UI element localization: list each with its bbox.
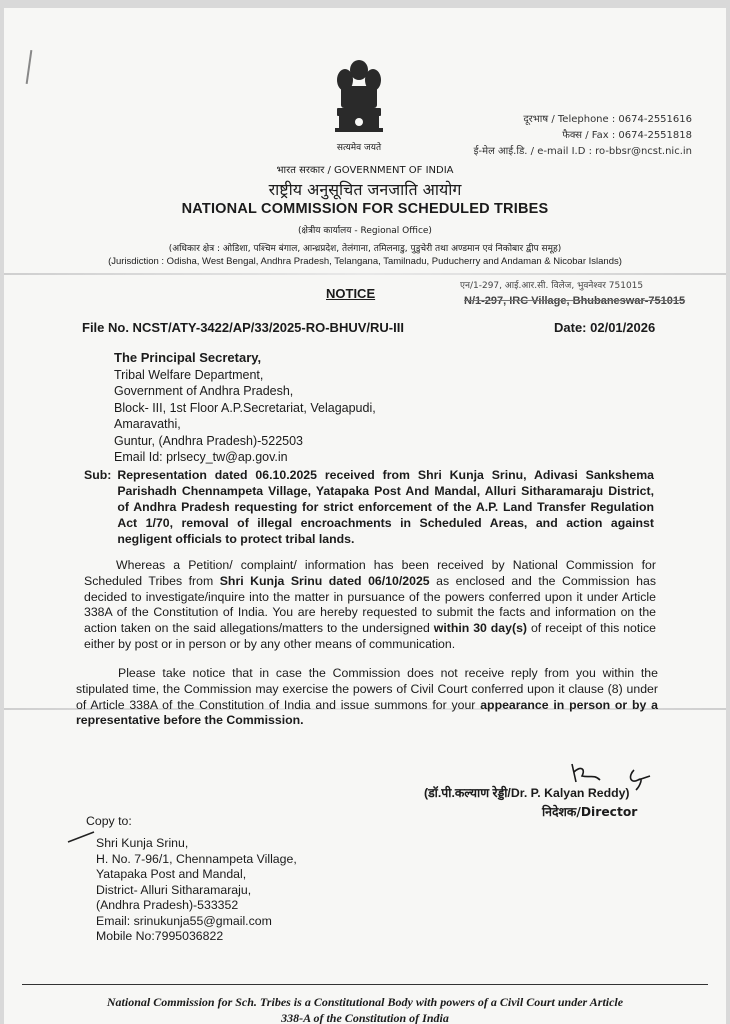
para1-text: of receipt of this notice either by post or in person or by any other means of communication. xyxy=(84,621,657,651)
notice-heading: NOTICE xyxy=(326,286,376,301)
para1-text: as enclosed and the Commission has decided to investigate/inquire into the matter in pursuance of the powers conferred upon it under Article 338A of the Constitution of India. You are hereby requested to submit the facts and information on the action taken on the said allegations/matters to the undersigned xyxy=(84,573,656,636)
header-regional: (क्षेत्रीय कार्यालय - Regional Office) xyxy=(298,226,432,236)
emblem-motto: सत्यमेव जयते xyxy=(336,143,382,153)
pen-mark xyxy=(26,50,33,84)
footer-line: 338-A of the Constitution of India xyxy=(281,1011,449,1024)
addressee-line: Block- III, 1st Floor A.P.Secretariat, Velagapudi, xyxy=(114,400,376,415)
addressee-line: Email Id: prlsecy_tw@ap.gov.in xyxy=(114,450,288,464)
file-number: File No. NCST/ATY-3422/AP/33/2025-RO-BHUV/RU-III xyxy=(82,320,404,335)
addressee-line: The Principal Secretary, xyxy=(114,350,262,365)
copy-to-line: Email: srinukunja55@gmail.com xyxy=(96,913,272,928)
subject-label: Sub: xyxy=(84,468,112,482)
subject-text: Representation dated 06.10.2025 received from Shri Kunja Srinu, Adivasi Sankshema Parishadh Chennampeta Village, Yatapaka Post And Mandal, Alluri Sitharamaraju District, of Andhra Pradesh requesting for strict enforcement of the A.P. Land Transfer Regulation Act 1/70, removal of illegal encroachments in Scheduled Areas, and action against negligent officials to protect tribal lands. xyxy=(117,468,654,546)
signatory-title: निदेशक/Director xyxy=(542,805,638,819)
para1-text: Whereas a Petition/ complaint/ information has been received by National Commission for Scheduled Tribes from xyxy=(84,558,656,588)
copy-to-address xyxy=(96,836,297,945)
footer-rule xyxy=(22,984,708,985)
header-english-name: NATIONAL COMMISSION FOR SCHEDULED TRIBES xyxy=(181,201,549,217)
jurisdiction-hindi: (अधिकार क्षेत्र : ओडिशा, पश्चिम बंगाल, आन्ध्रप्रदेश, तेलंगाना, तमिलनाडु, पुडुचेरी तथा अण्डमान एवं निकोबार द्वीप समूह) xyxy=(168,244,562,254)
email: ई-मेल आई.डि. / e-mail I.D : ro-bbsr@ncst.nic.in xyxy=(473,146,692,157)
para1-deadline: within 30 day(s) xyxy=(433,621,528,636)
copy-to-line: District- Alluri Sitharamaraju, xyxy=(96,882,252,897)
para1-petitioner: Shri Kunja Srinu dated 06/10/2025 xyxy=(219,573,430,588)
contact-block xyxy=(456,112,692,160)
office-address-english: N/1-297, IRC Village, Bhubaneswar-751015 xyxy=(464,295,686,307)
copy-to-line: Mobile No:7995036822 xyxy=(96,929,224,943)
subject-block xyxy=(84,467,654,547)
telephone: दूरभाष / Telephone : 0674-2551616 xyxy=(523,114,692,125)
addressee-block xyxy=(114,350,376,466)
addressee-line: Tribal Welfare Department, xyxy=(114,367,264,382)
copy-to-line: H. No. 7-96/1, Chennampeta Village, xyxy=(96,851,297,866)
copy-to-line: (Andhra Pradesh)-533352 xyxy=(96,898,239,912)
footer-note xyxy=(4,994,726,1024)
document-page xyxy=(4,8,726,1024)
addressee-line: Guntur, (Andhra Pradesh)-522503 xyxy=(114,433,304,448)
state-emblem-icon xyxy=(327,56,391,144)
fold-line xyxy=(4,273,726,275)
header-govt: भारत सरकार / GOVERNMENT OF INDIA xyxy=(276,165,454,176)
addressee-line: Amaravathi, xyxy=(114,417,181,431)
para2-appearance: appearance in person or by a representative before the Commission. xyxy=(76,697,658,728)
copy-to-label: Copy to: xyxy=(86,814,132,828)
signatory-name: (डॉ.पी.कल्याण रेड्डी/Dr. P. Kalyan Reddy) xyxy=(424,786,630,800)
jurisdiction-english: (Jurisdiction : Odisha, West Bengal, Andhra Pradesh, Telangana, Tamilnadu, Puducherry and Andaman & Nicobar Islands) xyxy=(108,256,622,267)
tick-mark-icon xyxy=(66,830,96,846)
footer-line: National Commission for Sch. Tribes is a Constitutional Body with powers of a Civil Court under Article xyxy=(106,995,624,1009)
copy-to-line: Shri Kunja Srinu, xyxy=(96,836,189,850)
notice-date: Date: 02/01/2026 xyxy=(554,320,656,335)
copy-to-line: Yatapaka Post and Mandal, xyxy=(96,867,247,881)
para2-text: Please take notice that in case the Commission does not receive reply from you within the stipulated time, the Commission may exercise the powers of Civil Court conferred upon it clause (8) under of Article 338A of the Constitution of India and issue summons for your xyxy=(76,666,658,712)
body-paragraph-1 xyxy=(84,558,656,653)
addressee-line: Government of Andhra Pradesh, xyxy=(114,384,294,398)
fax: फैक्स / Fax : 0674-2551818 xyxy=(562,130,692,141)
body-paragraph-2 xyxy=(76,666,658,729)
header-hindi-name: राष्ट्रीय अनुसूचित जनजाति आयोग xyxy=(268,180,462,199)
office-address-hindi: एन/1-297, आई.आर.सी. विलेज, भुवनेश्वर 751015 xyxy=(460,281,644,291)
